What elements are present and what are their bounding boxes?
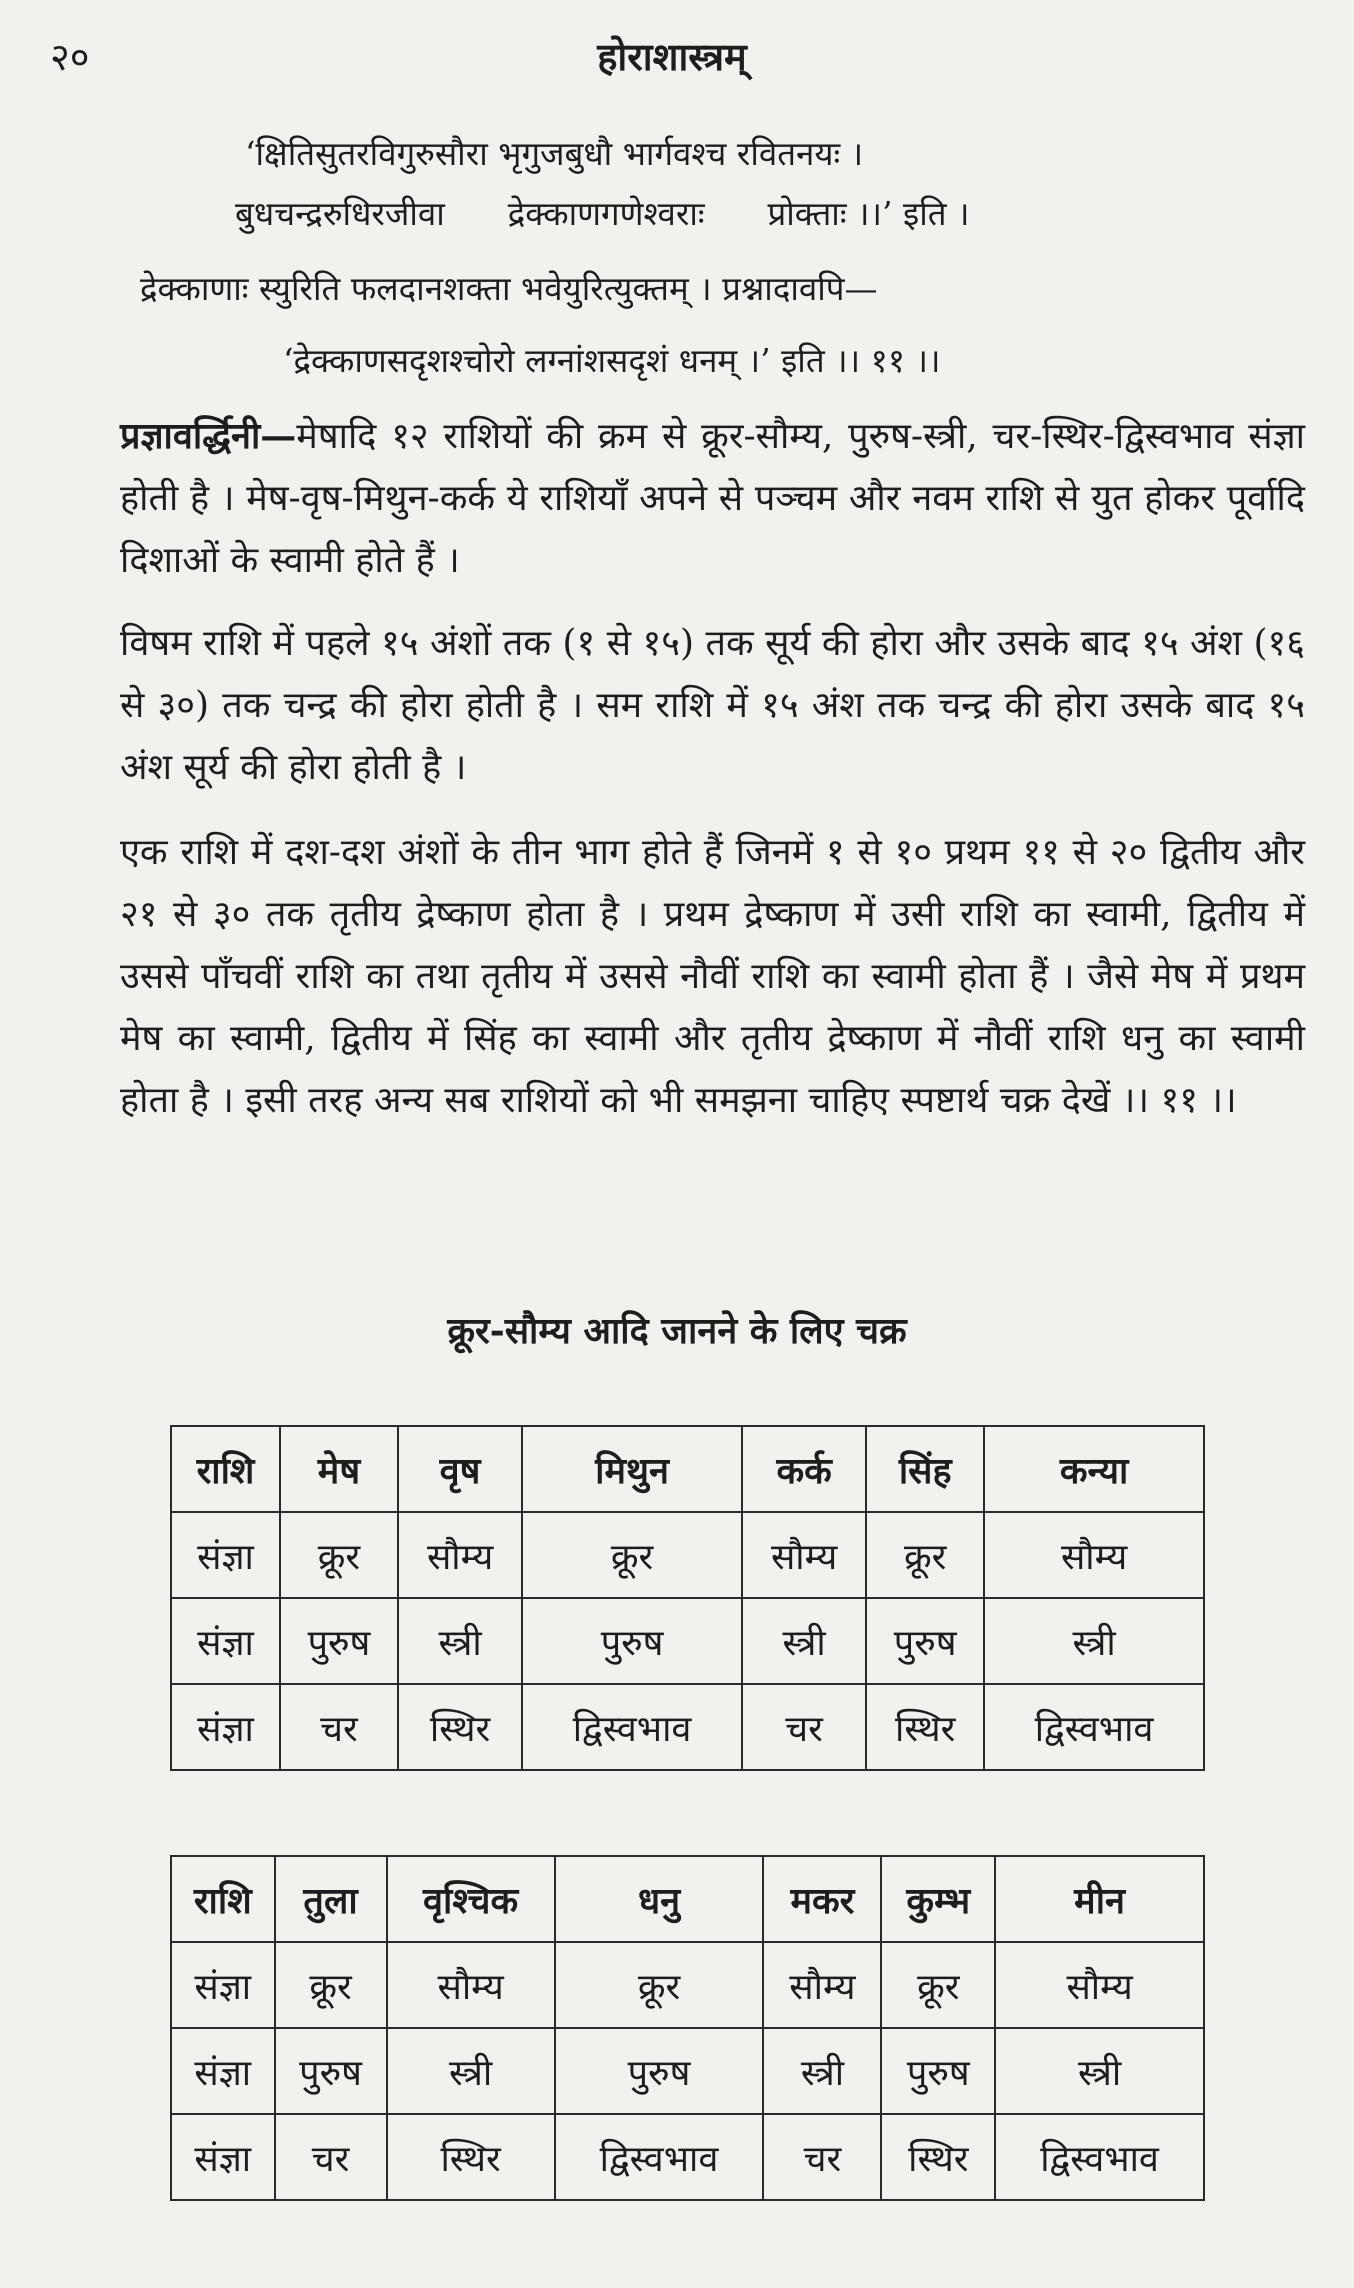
table-cell: चर <box>275 2114 387 2200</box>
table-row <box>171 1684 1204 1770</box>
table-cell: पुरुष <box>522 1598 742 1684</box>
table-cell: सौम्य <box>398 1512 522 1598</box>
table-cell: स्त्री <box>763 2028 881 2114</box>
table-row <box>171 1942 1204 2028</box>
table-cell: क्रूर <box>866 1512 984 1598</box>
table-header-cell: तुला <box>275 1856 387 1942</box>
table-cell: क्रूर <box>280 1512 398 1598</box>
table-cell: सौम्य <box>995 1942 1204 2028</box>
table-row <box>171 1598 1204 1684</box>
commentary-p1-text: मेषादि १२ राशियों की क्रम से क्रूर-सौम्य, पुरुष-स्त्री, चर-स्थिर-द्विस्वभाव संज्ञा होती है । मेष-वृष-मिथुन-कर्क ये राशियाँ अपने से पञ्चम और नवम राशि से युत होकर पूर्वादि दिशाओं के स्वामी होते हैं । <box>120 416 1305 581</box>
table-header-cell: मकर <box>763 1856 881 1942</box>
table-cell: संज्ञा <box>171 2028 275 2114</box>
table-cell: संज्ञा <box>171 1598 280 1684</box>
table-cell: पुरुष <box>280 1598 398 1684</box>
table-cell: सौम्य <box>984 1512 1204 1598</box>
table-header-cell: धनु <box>555 1856 764 1942</box>
table-cell: द्विस्वभाव <box>995 2114 1204 2200</box>
table-cell: द्विस्वभाव <box>555 2114 764 2200</box>
table-cell: संज्ञा <box>171 1684 280 1770</box>
commentary-lead: प्रज्ञावर्द्धिनी— <box>120 415 297 457</box>
table-header-row <box>171 1426 1204 1512</box>
table-cell: स्थिर <box>866 1684 984 1770</box>
table-cell: पुरुष <box>275 2028 387 2114</box>
table-cell: क्रूर <box>522 1512 742 1598</box>
table-header-row <box>171 1856 1204 1942</box>
table-cell: पुरुष <box>555 2028 764 2114</box>
table-row <box>171 2114 1204 2200</box>
table-header-cell: कर्क <box>742 1426 866 1512</box>
verse-line-1: ‘क्षितिसुतरविगुरुसौरा भृगुजबुधौ भार्गवश्च रवितनयः । <box>245 134 864 173</box>
table-cell: द्विस्वभाव <box>522 1684 742 1770</box>
chart-title: क्रूर-सौम्य आदि जानने के लिए चक्र <box>447 1310 907 1352</box>
table-cell: स्त्री <box>984 1598 1204 1684</box>
table-cell: पुरुष <box>881 2028 995 2114</box>
table-header-cell: राशि <box>171 1426 280 1512</box>
rashi-table-1 <box>170 1425 1205 1771</box>
commentary-paragraph-3: एक राशि में दश-दश अंशों के तीन भाग होते हैं जिनमें १ से १० प्रथम ११ से २० द्वितीय और २१ से ३० तक तृतीय द्रेष्काण होता है । प्रथम द्रेष्काण में उसी राशि का स्वामी, द्वितीय में उससे पाँचवीं राशि का तथा तृतीय में उससे नौवीं राशि का स्वामी होता हैं । जैसे मेष में प्रथम मेष का स्वामी, द्वितीय में सिंह का स्वामी और तृतीय द्रेष्काण में नौवीं राशि धनु का स्वामी होता है । इसी तरह अन्य सब राशियों को भी समझना चाहिए स्पष्टार्थ चक्र देखें ।। ११ ।। <box>120 832 1305 1121</box>
table-header-cell: कुम्भ <box>881 1856 995 1942</box>
table-header-cell: राशि <box>171 1856 275 1942</box>
table-cell: स्त्री <box>995 2028 1204 2114</box>
table-cell: क्रूर <box>275 1942 387 2028</box>
table-cell: संज्ञा <box>171 2114 275 2200</box>
table-cell: क्रूर <box>881 1942 995 2028</box>
table-cell: स्त्री <box>398 1598 522 1684</box>
table-header-cell: सिंह <box>866 1426 984 1512</box>
table-cell: क्रूर <box>555 1942 764 2028</box>
table-cell: चर <box>280 1684 398 1770</box>
table-cell: सौम्य <box>387 1942 555 2028</box>
table-header-cell: मीन <box>995 1856 1204 1942</box>
table-cell: स्त्री <box>742 1598 866 1684</box>
table-cell: स्त्री <box>387 2028 555 2114</box>
table-header-cell: मेष <box>280 1426 398 1512</box>
table-cell: द्विस्वभाव <box>984 1684 1204 1770</box>
verse-line-4: ‘द्रेक्काणसदृशश्चोरो लग्नांशसदृशं धनम् ।’ इति ।। ११ ।। <box>283 341 941 380</box>
table-row <box>171 1512 1204 1598</box>
table-cell: सौम्य <box>742 1512 866 1598</box>
table-cell: स्थिर <box>398 1684 522 1770</box>
page-number: २० <box>50 35 90 79</box>
table-cell: संज्ञा <box>171 1512 280 1598</box>
table-cell: स्थिर <box>881 2114 995 2200</box>
table-cell: स्थिर <box>387 2114 555 2200</box>
rashi-table-2 <box>170 1855 1205 2201</box>
commentary-paragraph-1 <box>120 405 1305 592</box>
table-cell: चर <box>742 1684 866 1770</box>
table-cell: सौम्य <box>763 1942 881 2028</box>
commentary-paragraph-2: विषम राशि में पहले १५ अंशों तक (१ से १५) तक सूर्य की होरा और उसके बाद १५ अंश (१६ से ३०) तक चन्द्र की होरा होती है । सम राशि में १५ अंश तक चन्द्र की होरा उसके बाद १५ अंश सूर्य की होरा होती है । <box>120 623 1305 788</box>
verse-line-3: द्रेक्काणाः स्युरिति फलदानशक्ता भवेयुरित्युक्तम् । प्रश्नादावपि— <box>140 269 878 308</box>
table-header-cell: कन्या <box>984 1426 1204 1512</box>
table-cell: पुरुष <box>866 1598 984 1684</box>
running-title: होराशास्त्रम् <box>597 34 747 79</box>
table-row <box>171 2028 1204 2114</box>
page-header <box>50 30 1294 90</box>
verse-line-2: बुधचन्द्ररुधिरजीवा द्रेक्काणगणेश्वराः प्रोक्ताः ।।’ इति । <box>235 194 970 233</box>
table-header-cell: मिथुन <box>522 1426 742 1512</box>
table-header-cell: वृश्चिक <box>387 1856 555 1942</box>
table-header-cell: वृष <box>398 1426 522 1512</box>
table-cell: संज्ञा <box>171 1942 275 2028</box>
table-cell: चर <box>763 2114 881 2200</box>
